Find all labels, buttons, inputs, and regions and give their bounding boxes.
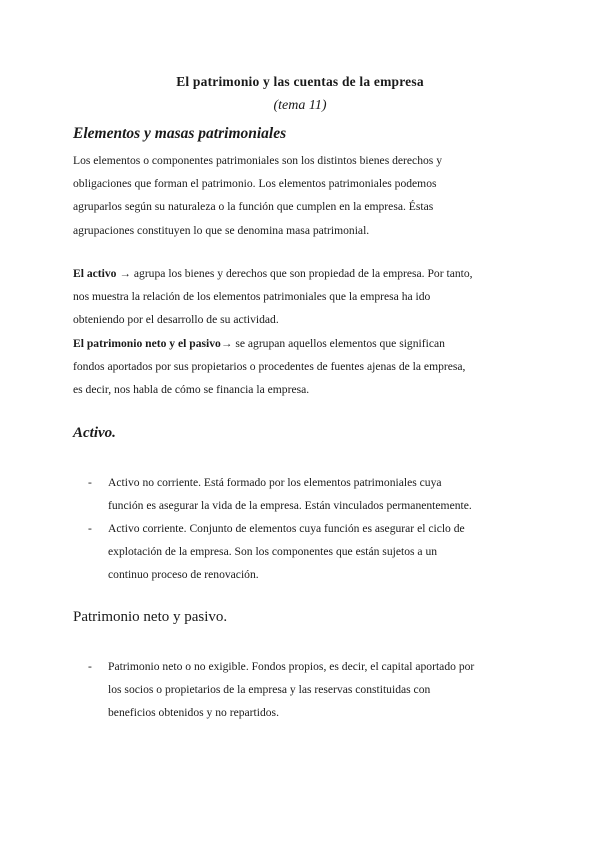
intro-line: agrupaciones constituyen lo que se denomina masa patrimonial. [73, 223, 370, 237]
pasivo-def-text: → se agrupan aquellos elementos que significan [220, 336, 445, 350]
pasivo-term: El patrimonio neto y el pasivo [73, 336, 221, 350]
list-item-line: Patrimonio neto o no exigible. Fondos propios, es decir, el capital aportado por [108, 660, 475, 673]
patrimonio-heading: Patrimonio neto y pasivo. [73, 609, 228, 625]
dash-bullet: - [88, 660, 92, 673]
list-item-line: función es asegurar la vida de la empresa. Están vinculados permanentemente. [108, 499, 472, 512]
section-heading: Elementos y masas patrimoniales [73, 125, 287, 142]
intro-line: agruparlos según su naturaleza o la función que cumplen en la empresa. Éstas [73, 200, 434, 214]
dash-bullet: - [88, 522, 92, 535]
activo-heading: Activo. [73, 425, 116, 441]
document-subtitle: (tema 11) [273, 98, 327, 113]
list-item [88, 655, 548, 724]
list-item [88, 471, 548, 517]
list-item-line: continuo proceso de renovación. [108, 568, 259, 581]
pasivo-def-line: fondos aportados por sus propietarios o procedentes de fuentes ajenas de la empresa, [73, 359, 466, 373]
list-item-line: explotación de la empresa. Son los componentes que están sujetos a un [108, 545, 438, 558]
activo-list [88, 471, 548, 586]
list-item-line: Activo no corriente. Está formado por los elementos patrimoniales cuya [108, 476, 442, 489]
list-item-line: los socios o propietarios de la empresa y las reservas constituidas con [108, 683, 431, 696]
pasivo-def-line [73, 332, 533, 355]
list-item-line: Activo corriente. Conjunto de elementos cuya función es asegurar el ciclo de [108, 522, 465, 535]
intro-paragraph [73, 149, 533, 242]
activo-def-line: obteniendo por el desarrollo de su actividad. [73, 313, 279, 327]
list-item [88, 517, 548, 586]
activo-term: El activo [73, 267, 117, 280]
patrimonio-list [88, 655, 548, 724]
activo-def-line [73, 262, 533, 285]
dash-bullet: - [88, 476, 92, 489]
activo-definition [73, 262, 533, 401]
activo-def-text: → agrupa los bienes y derechos que son propiedad de la empresa. Por tanto, [116, 267, 473, 280]
intro-line: obligaciones que forman el patrimonio. Los elementos patrimoniales podemos [73, 177, 437, 191]
pasivo-def-line: es decir, nos habla de cómo se financia la empresa. [73, 383, 310, 397]
activo-def-line: nos muestra la relación de los elementos patrimoniales que la empresa ha ido [73, 290, 431, 304]
intro-line: Los elementos o componentes patrimoniales son los distintos bienes derechos y [73, 154, 443, 167]
document-title: El patrimonio y las cuentas de la empresa [176, 74, 424, 89]
list-item-line: beneficios obtenidos y no repartidos. [108, 706, 279, 719]
